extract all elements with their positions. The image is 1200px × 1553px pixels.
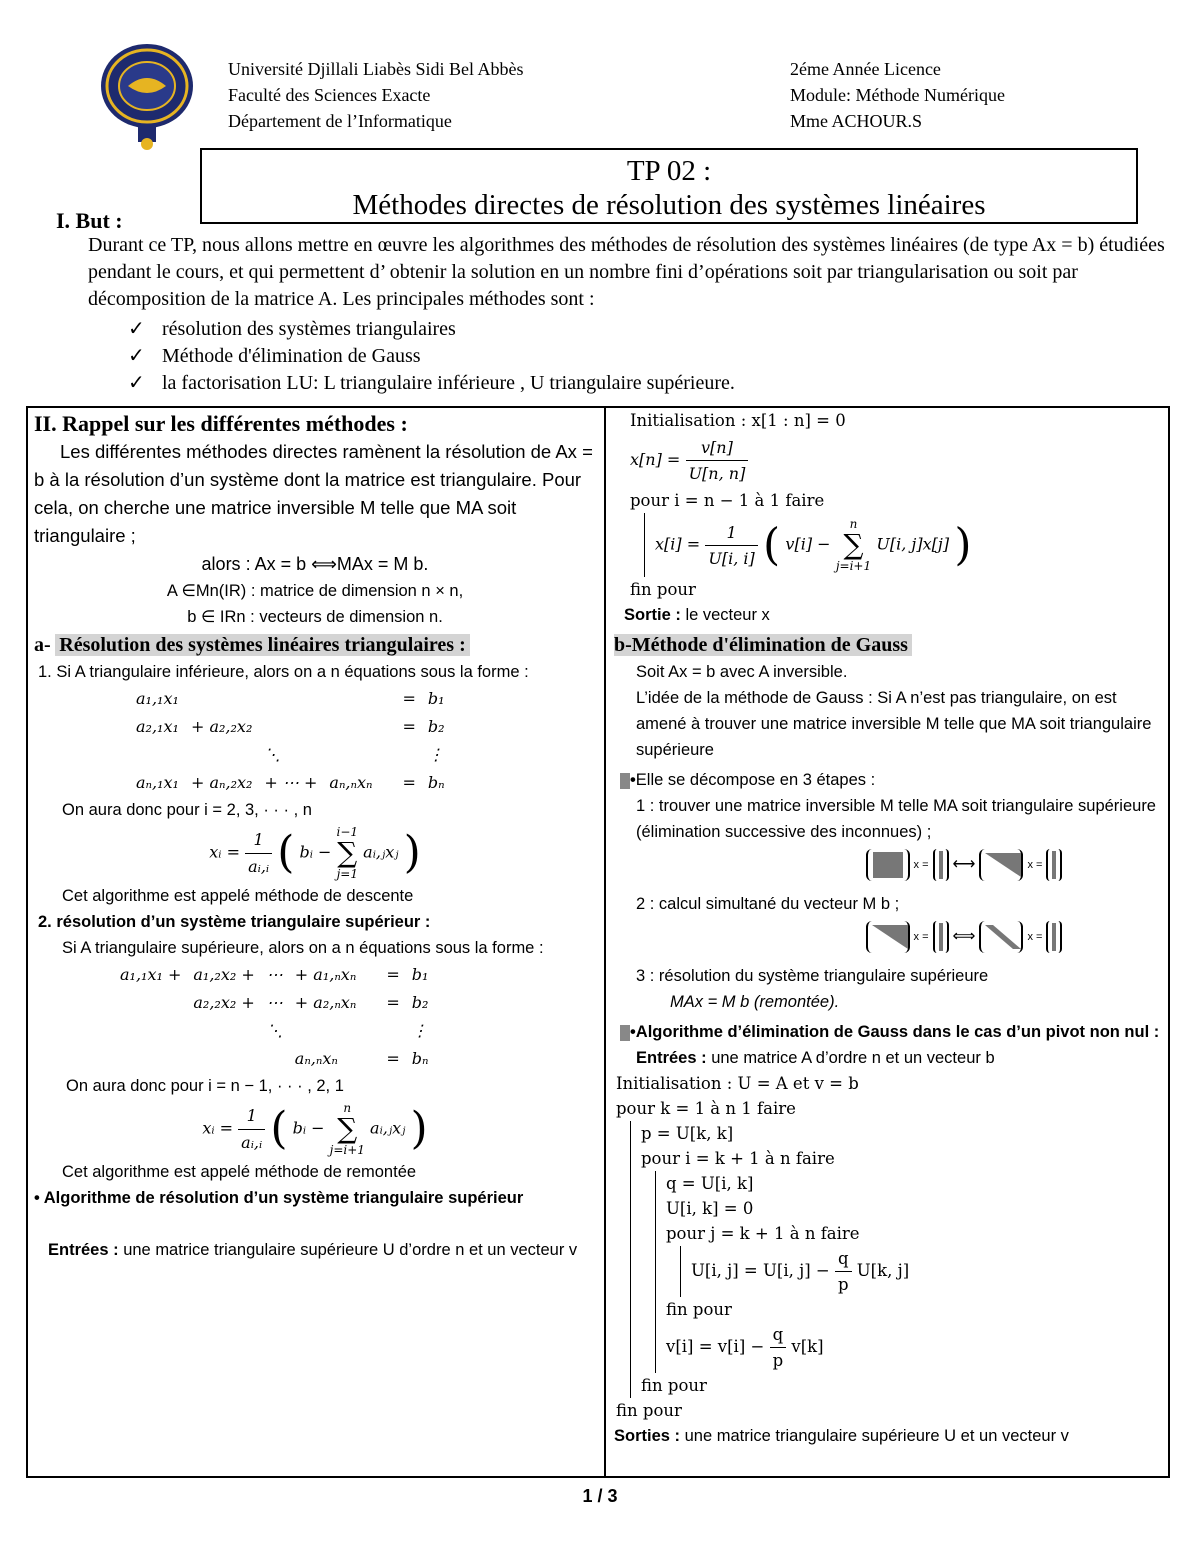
- equation-term: [114, 1045, 187, 1073]
- equation-term: [114, 1017, 187, 1045]
- equation-term: aₙ,ₙxₙ: [294, 1049, 338, 1068]
- bullet-icon: [620, 1025, 630, 1041]
- equation-term: bₙ: [411, 1049, 429, 1068]
- equation-term: a₁,₁x₁ +: [120, 965, 182, 984]
- equation-row: [130, 685, 451, 713]
- equation-term: ⋮: [427, 745, 444, 764]
- for-i-down: On aura donc pour i = 2, 3, · · · , n: [62, 801, 312, 819]
- matrix-upper-icon: [979, 849, 1023, 881]
- section-but-heading: I. But :: [56, 208, 123, 233]
- equation-term: + ⋯ +: [264, 773, 318, 792]
- vector-icon: [933, 921, 949, 953]
- rappel-def-a: A ∈Mn(IR) : matrice de dimension n × n,: [166, 582, 464, 600]
- check-icon: ✓: [128, 318, 145, 340]
- gauss-u0: U[i, k] = 0: [666, 1199, 754, 1218]
- university-name: Université Djillali Liabès Sidi Bel Abbès: [228, 59, 524, 79]
- gauss-end-k: fin pour: [616, 1401, 682, 1420]
- equation-row: [114, 961, 434, 989]
- title-box: [200, 148, 1138, 224]
- section-a-title: Résolution des systèmes linéaires triangulaires :: [55, 634, 469, 656]
- equation-term: bₙ: [427, 773, 445, 792]
- rappel-paragraph: Les différentes méthodes directes ramènent la résolution de Ax = b à la résolution d’un système dont la matrice est triangulaire. Pour cela, on cherche une matrice inversible M telle que MA soit triangulaire ;: [34, 441, 593, 546]
- department-name: Département de l’Informatique: [228, 111, 452, 131]
- equation-row: [130, 741, 451, 769]
- gauss-loop-j: pour j = k + 1 à n faire: [666, 1224, 860, 1243]
- equation-term: b₁: [427, 689, 445, 708]
- left-column: [34, 410, 596, 1263]
- equation-term: a₁,₁x₁: [136, 689, 179, 708]
- bullet-icon: [620, 773, 630, 789]
- gauss-end-i: fin pour: [641, 1376, 707, 1395]
- formula-remontee: xᵢ = $\frac{1}{\text{aᵢ,ᵢ}}$ ( bᵢ − n ∑ j=i+1 aᵢ,ⱼxⱼ ): [202, 1101, 428, 1157]
- upper-intro-text: Si A triangulaire supérieure, alors on a n équations sous la forme :: [62, 939, 544, 957]
- equation-term: [323, 741, 378, 769]
- algo-xn: x[n] = $\frac{v[n]}{U[n, n]}$: [630, 433, 1164, 488]
- algo-init: Initialisation : x[1 : n] = 0: [630, 411, 846, 430]
- equation-term: aₙ,₁x₁: [136, 773, 179, 792]
- rappel-alors: alors : Ax = b ⟺MAx = M b.: [201, 554, 429, 574]
- section-but-text: [88, 232, 1168, 313]
- equation-term: [379, 741, 422, 769]
- equation-term: ⋯: [266, 993, 283, 1012]
- gauss-p: p = U[k, k]: [641, 1124, 734, 1143]
- vector-icon: [1046, 849, 1062, 881]
- page-number: 1 / 3: [582, 1486, 618, 1506]
- equation-term: =: [402, 773, 416, 792]
- equation-term: =: [386, 965, 400, 984]
- algo-loop: pour i = n − 1 à 1 faire: [630, 491, 825, 510]
- rappel-heading: II. Rappel sur les différentes méthodes :: [34, 411, 408, 436]
- check-icon: ✓: [128, 345, 145, 367]
- gauss-step3b: MAx = M b (remontée).: [670, 993, 840, 1011]
- gauss-algo-title: •Algorithme d’élimination de Gauss dans le cas d’un pivot non nul :: [614, 1019, 1164, 1045]
- equation-term: + aₙ,₂x₂: [190, 773, 253, 792]
- tp-number: TP 02 :: [626, 155, 712, 187]
- equation-term: [289, 1017, 363, 1045]
- gauss-inputs: Entrées : une matrice A d’ordre n et un vecteur b: [636, 1049, 995, 1067]
- matrix-diagonal-icon: [979, 921, 1023, 953]
- section-a-heading: a- Résolution des systèmes linéaires triangulaires :: [34, 632, 596, 659]
- lower-intro: 1. Si A triangulaire inférieure, alors on a n équations sous la forme :: [38, 663, 529, 681]
- equation-term: + a₂,₂x₂: [190, 717, 253, 736]
- equation-term: =: [386, 1049, 400, 1068]
- equation-term: ⋮: [411, 1021, 428, 1040]
- equation-term: [185, 741, 258, 769]
- equation-term: a₂,₂x₂ +: [193, 993, 255, 1012]
- algo-remontee-inputs: Entrées : une matrice triangulaire supérieure U d’ordre n et un vecteur v: [48, 1241, 578, 1259]
- equation-term: [323, 685, 378, 713]
- gauss-end-j: fin pour: [666, 1300, 732, 1319]
- list-item: ✓ la factorisation LU: L triangulaire inférieure , U triangulaire supérieure.: [128, 370, 735, 397]
- list-item: ✓ résolution des systèmes triangulaires: [128, 316, 735, 343]
- gauss-step3: 3 : résolution du système triangulaire supérieure: [636, 967, 989, 985]
- equation-term: ⋱: [266, 1021, 283, 1040]
- faculty-name: Faculté des Sciences Exacte: [228, 85, 431, 105]
- gauss-loop-k: pour k = 1 à n 1 faire: [616, 1099, 796, 1118]
- section-b-heading: b-Méthode d'élimination de Gauss: [614, 632, 1164, 659]
- equation-term: aₙ,ₙxₙ: [329, 773, 373, 792]
- methods-list: [128, 316, 735, 397]
- spacer: [34, 1211, 596, 1237]
- equation-term: =: [386, 993, 400, 1012]
- gauss-loop-i-body: [655, 1171, 1164, 1373]
- equation-term: b₂: [411, 993, 429, 1012]
- equation-term: [130, 741, 185, 769]
- matrix-full-icon: [866, 849, 910, 881]
- equation-term: a₂,₁x₁: [136, 717, 179, 736]
- upper-system: [114, 961, 434, 1073]
- gauss-init: Initialisation : U = A et v = b: [616, 1074, 859, 1093]
- gauss-p2: L’idée de la méthode de Gauss : Si A n’est pas triangulaire, on est amené à trouver une matrice inversible M telle que MA soit triangulaire supérieure: [636, 689, 1152, 759]
- equation-term: [185, 685, 258, 713]
- gauss-vi: v[i] = v[i] − $\frac{q}{p}$ v[k]: [666, 1322, 1164, 1373]
- equation-row: [114, 989, 434, 1017]
- algo-remontee-title: • Algorithme de résolution d’un système triangulaire supérieur: [34, 1189, 524, 1207]
- matrix-upper-icon: [866, 921, 910, 953]
- algo-gauss: [616, 1071, 1164, 1423]
- gauss-q: q = U[i, k]: [666, 1174, 754, 1193]
- equation-term: =: [402, 689, 416, 708]
- equation-term: + a₂,ₙxₙ: [294, 993, 357, 1012]
- upper-intro-title: 2. résolution d’un système triangulaire supérieur :: [38, 913, 431, 931]
- equation-term: [187, 1045, 260, 1073]
- equation-row: [114, 1017, 434, 1045]
- algo-loop-body: x[i] = $\frac{1}{U[i, i]}$ ( v[i] − n ∑ j=i+1 U[i, j]x[j] ): [644, 513, 1164, 577]
- descente-label: Cet algorithme est appelé méthode de descente: [62, 887, 414, 905]
- equation-term: [362, 1017, 405, 1045]
- equation-term: ⋯: [266, 965, 283, 984]
- gauss-p1: Soit Ax = b avec A inversible.: [636, 663, 848, 681]
- algo-remontee-output: Sortie : le vecteur x: [624, 606, 770, 624]
- equation-term: [258, 713, 323, 741]
- university-logo: [98, 40, 196, 152]
- gauss-diagram-2: x = ⟺ x =: [614, 917, 1164, 963]
- remontee-label: Cet algorithme est appelé méthode de remontée: [62, 1163, 417, 1181]
- equation-term: b₁: [411, 965, 429, 984]
- for-i-up: On aura donc pour i = n − 1, · · · , 2, 1: [66, 1077, 344, 1095]
- equation-term: [114, 989, 187, 1017]
- gauss-loop-k-body: [630, 1121, 1164, 1398]
- right-column: [614, 408, 1164, 1449]
- equation-term: [258, 685, 323, 713]
- gauss-loop-i: pour i = k + 1 à n faire: [641, 1149, 835, 1168]
- equation-term: ⋱: [264, 745, 281, 764]
- list-item: ✓ Méthode d'élimination de Gauss: [128, 343, 735, 370]
- equation-term: [261, 1045, 289, 1073]
- header-left: [228, 56, 523, 134]
- equation-term: b₂: [427, 717, 445, 736]
- header-right: [790, 56, 1005, 134]
- rappel-def-b: b ∈ IRn : vecteurs de dimension n.: [187, 608, 443, 626]
- equation-term: [323, 713, 378, 741]
- teacher-name: Mme ACHOUR.S: [790, 111, 923, 131]
- vector-icon: [933, 849, 949, 881]
- gauss-step1: 1 : trouver une matrice inversible M telle MA soit triangulaire supérieure (élimination successive des inconnues) ;: [636, 797, 1156, 841]
- vector-icon: [1046, 921, 1062, 953]
- gauss-outputs: Sorties : une matrice triangulaire supérieure U et un vecteur v: [614, 1427, 1069, 1445]
- gauss-loop-j-body: U[i, j] = U[i, j] − $\frac{q}{p}$ U[k, j]: [680, 1246, 1164, 1297]
- algo-remontee: [614, 408, 1164, 602]
- column-divider: [604, 406, 606, 1478]
- equation-row: [114, 1045, 434, 1073]
- equation-term: =: [402, 717, 416, 736]
- equation-term: [187, 1017, 260, 1045]
- gauss-step2: 2 : calcul simultané du vecteur M b ;: [636, 895, 900, 913]
- check-icon: ✓: [128, 372, 145, 394]
- equation-term: a₁,₂x₂ +: [193, 965, 255, 984]
- year-level: 2éme Année Licence: [790, 59, 941, 79]
- but-paragraph: Durant ce TP, nous allons mettre en œuvre les algorithmes des méthodes de résolution des systèmes linéaires (de type Ax = b) étudiées pendant le cours, et qui permettent d’ obtenir la solution en un nombre fini d’opérations soit par triangularisation ou soit par décomposition de la matrice A. Les principales méthodes sont :: [88, 234, 1165, 310]
- lower-system: [130, 685, 451, 797]
- equation-term: + a₁,ₙxₙ: [294, 965, 357, 984]
- algo-end: fin pour: [630, 580, 696, 599]
- gauss-steps-title: •Elle se décompose en 3 étapes :: [614, 767, 1164, 793]
- gauss-diagram-1: x = ⟷ x =: [614, 845, 1164, 891]
- tp-title: Méthodes directes de résolution des systèmes linéaires: [352, 189, 986, 221]
- equation-row: [130, 769, 451, 797]
- formula-descente: xᵢ = $\frac{1}{\text{aᵢ,ᵢ}}$ ( bᵢ − i−1 ∑ j=1 aᵢ,ⱼxⱼ ): [209, 825, 421, 881]
- equation-row: [130, 713, 451, 741]
- module-name: Module: Méthode Numérique: [790, 85, 1005, 105]
